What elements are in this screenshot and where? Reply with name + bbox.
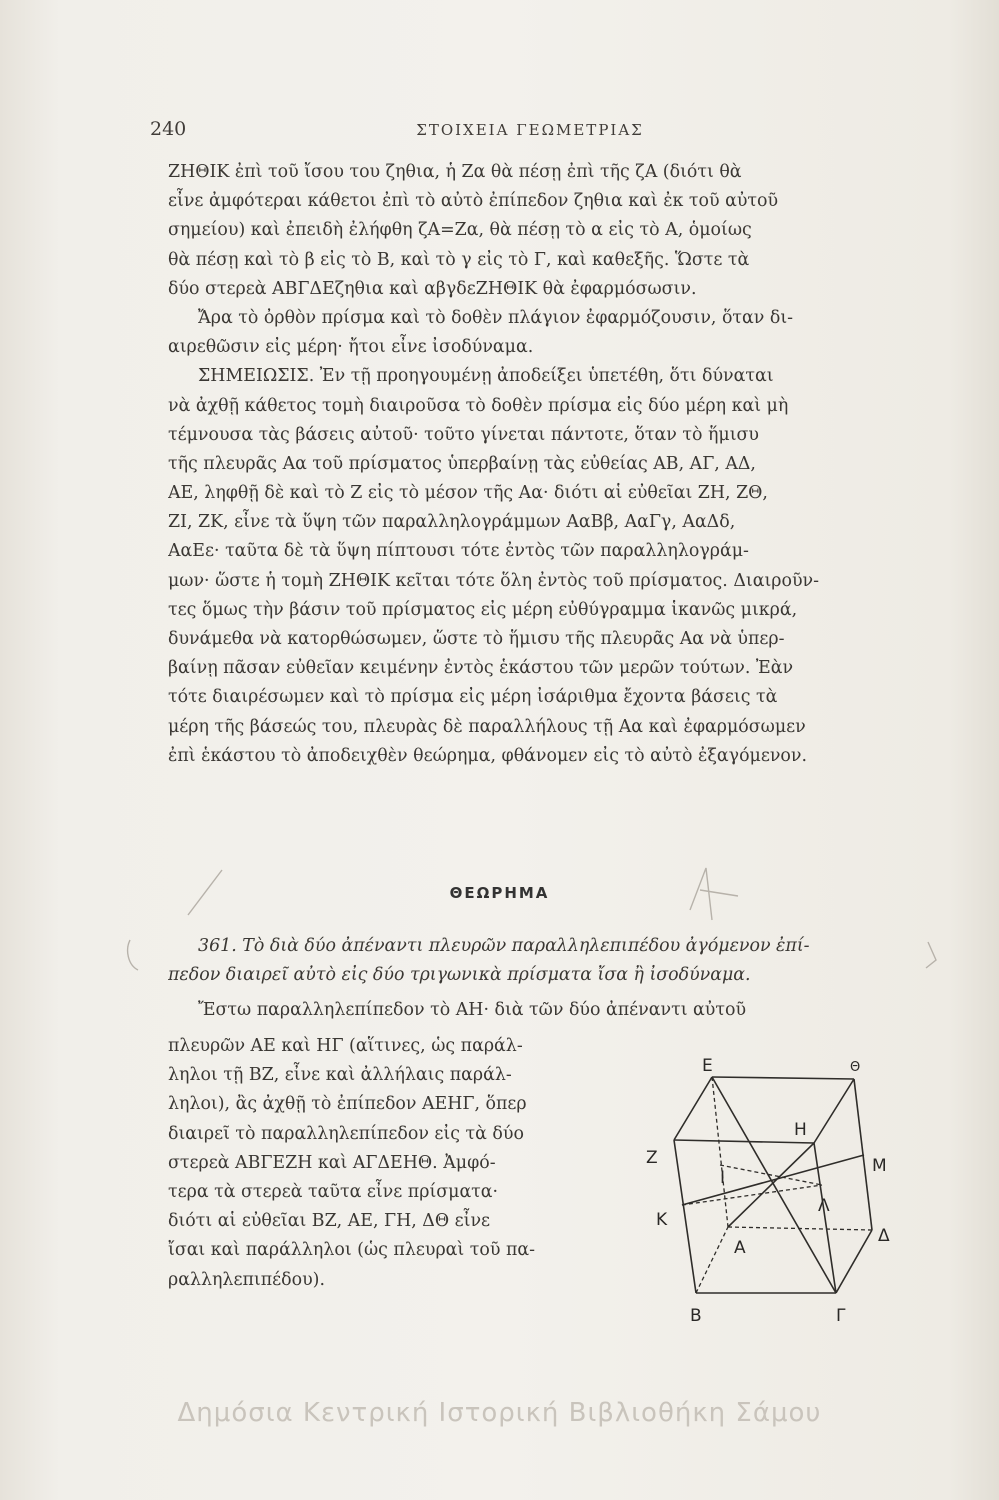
text-line: Ἄρα τὸ ὀρθὸν πρίσμα καὶ τὸ δοθὲν πλάγιον ἐφαρμόζουσιν, ὅταν δι- <box>198 307 794 328</box>
proof-line: στερεὰ ΑΒΓΕΖΗ καὶ ΑΓΔΕΗΘ. Ἀμφό- <box>168 1152 496 1173</box>
text-line: βαίνῃ πᾶσαν εὐθεῖαν κειμένην ἐντὸς ἑκάστου τῶν μερῶν τούτων. Ἐὰν <box>168 658 794 679</box>
text-line: δυνάμεθα νὰ κατορθώσωμεν, ὥστε τὸ ἥμισυ τῆς πλευρᾶς Αα νὰ ὑπερ- <box>168 629 785 649</box>
text-line: τες ὅμως τὴν βάσιν τοῦ πρίσματος εἰς μέρη εὐθύγραμμα ἱκανῶς μικρά, <box>168 599 798 620</box>
hidden-edge-BA <box>696 1227 728 1293</box>
proof-line: Ἔστω παραλληλεπίπεδον τὸ ΑΗ· διὰ τῶν δύο ἀπέναντι αὐτοῦ <box>198 1000 747 1020</box>
label-I: I <box>720 1168 726 1188</box>
pencil-stroke <box>926 942 936 968</box>
label-E: E <box>702 1056 713 1076</box>
theorem-line: πεδον διαιρεῖ αὐτὸ εἰς δύο τριγωνικὰ πρίσματα ἴσα ἢ ἰσοδύναμα. <box>168 965 751 986</box>
edge-ΘH <box>814 1079 854 1143</box>
text-line: νὰ ἀχθῇ κάθετος τομὴ διαιροῦσα τὸ δοθὲν πρίσμα εἰς δύο μέρη καὶ μὴ <box>168 395 789 416</box>
text-line: σημείου) καὶ ἐπειδὴ ἐλήφθη ζΑ=Ζα, θὰ πέσῃ τὸ α εἰς τὸ Α, ὁμοίως <box>168 220 752 241</box>
section-KM <box>682 1155 864 1205</box>
label-D: Δ <box>878 1226 890 1246</box>
theorem-heading: ΘΕΩΡΗΜΑ <box>449 884 550 902</box>
proof-line: ληλοι), ἂς ἀχθῇ τὸ ἐπίπεδον ΑΕΗΓ, ὅπερ <box>168 1094 527 1115</box>
label-K: K <box>656 1210 668 1230</box>
library-watermark: Δημόσια Κεντρική Ιστορική Βιβλιοθήκη Σάμου <box>177 1398 822 1428</box>
label-A: A <box>734 1238 746 1258</box>
edge-ZE <box>674 1077 712 1140</box>
text-line: εἶνε ἀμφότεραι κάθετοι ἐπὶ τὸ αὐτὸ ἐπίπεδον ζηθια καὶ ἐκ τοῦ αὐτοῦ <box>168 191 779 212</box>
running-title: ΣΤΟΙΧΕΙΑ ΓΕΩΜΕΤΡΙΑΣ <box>416 121 644 139</box>
hidden-edge-KΛ <box>682 1185 822 1205</box>
proof-line: διαιρεῖ τὸ παραλληλεπίπεδον εἰς τὰ δύο <box>168 1123 524 1144</box>
text-line: αιρεθῶσιν εἰς μέρη· ἤτοι εἶνε ἰσοδύναμα. <box>168 337 534 358</box>
proof-line: διότι αἱ εὐθεῖαι ΒΖ, ΑΕ, ΓΗ, ΔΘ εἶνε <box>168 1211 491 1232</box>
theorem-line: 361. Τὸ διὰ δύο ἀπέναντι πλευρῶν παραλληλεπιπέδου ἀγόμενον ἐπί- <box>198 936 810 956</box>
text-line: ΑΕ, ληφθῇ δὲ καὶ τὸ Ζ εἰς τὸ μέσον τῆς Αα· διότι αἱ εὐθεῖαι ΖΗ, ΖΘ, <box>168 483 768 504</box>
text-line: τότε διαιρέσωμεν καὶ τὸ πρίσμα εἰς μέρη ἰσάριθμα ἔχοντα βάσεις τὰ <box>168 687 778 708</box>
label-L: Λ <box>818 1196 830 1216</box>
proof-line: ἴσαι καὶ παράλληλοι (ὡς πλευραὶ τοῦ πα- <box>168 1240 536 1261</box>
text-line: τῆς πλευρᾶς Αα τοῦ πρίσματος ὑπερβαίνῃ τὰς εὐθείας ΑΒ, ΑΓ, ΑΔ, <box>168 453 756 474</box>
edge-EΘ <box>712 1077 854 1079</box>
edge-ΓΔ <box>836 1230 872 1293</box>
text-line: τέμνουσα τὰς βάσεις αὐτοῦ· τοῦτο γίνεται πάντοτε, ὅταν τὸ ἥμισυ <box>168 424 759 445</box>
theorem-statement <box>168 932 910 990</box>
edge-AH <box>728 1143 814 1227</box>
text-line: ΑαΕε· ταῦτα δὲ τὰ ὕψη πίπτουσι τότε ἐντὸς τῶν παραλληλογράμ- <box>168 541 749 562</box>
text-line: ΖΗΘΙΚ ἐπὶ τοῦ ἴσου του ζηθια, ἡ Ζα θὰ πέσῃ ἐπὶ τῆς ζΑ (διότι θὰ <box>168 162 742 182</box>
note-line: ΣΗΜΕΙΩΣΙΣ. Ἐν τῇ προηγουμένῃ ἀποδείξει ὑπετέθη, ὅτι δύναται <box>198 366 774 387</box>
label-theta: Θ <box>850 1060 861 1075</box>
text-line: θὰ πέσῃ καὶ τὸ β εἰς τὸ Β, καὶ τὸ γ εἰς τὸ Γ, καὶ καθεξῆς. Ὥστε τὰ <box>168 249 750 270</box>
label-M: M <box>872 1156 887 1176</box>
proof-line: ληλοι τῇ ΒΖ, εἶνε καὶ ἀλλήλαις παράλ- <box>168 1065 512 1086</box>
label-G: Γ <box>836 1306 846 1326</box>
proof-line: πλευρῶν ΑΕ καὶ ΗΓ (αἵτινες, ὡς παράλ- <box>168 1036 523 1056</box>
text-line: ΖΙ, ΖΚ, εἶνε τὰ ὕψη τῶν παραλληλογράμμων ΑαΒβ, ΑαΓγ, ΑαΔδ, <box>168 512 736 533</box>
page-number: 240 <box>150 118 187 140</box>
parallelepiped-figure <box>632 1055 912 1335</box>
proof-intro <box>168 996 910 1025</box>
text-line: δύο στερεὰ ΑΒΓΔΕζηθια καὶ αβγδεΖΗΘΙΚ θὰ ἐφαρμόσωσιν. <box>168 278 697 299</box>
edge-EΓ <box>712 1077 836 1293</box>
label-Z: Z <box>646 1148 658 1168</box>
page-header <box>150 118 910 148</box>
proof-text <box>168 1032 628 1295</box>
label-H: H <box>794 1120 807 1140</box>
text-line: μων· ὥστε ἡ τομὴ ΖΗΘΙΚ κεῖται τότε ὅλη ἐντὸς τοῦ πρίσματος. Διαιροῦν- <box>168 570 819 591</box>
edge-ZH <box>674 1140 814 1143</box>
edge-ZB <box>674 1140 696 1293</box>
pencil-stroke <box>128 940 138 970</box>
text-line: ἐπὶ ἑκάστου τὸ ἀποδειχθὲν θεώρημα, φθάνομεν εἰς τὸ αὐτὸ ἐξαγόμενον. <box>168 745 807 766</box>
label-B: B <box>690 1306 702 1326</box>
proof-line: ραλληλεπιπέδου). <box>168 1269 325 1290</box>
proof-line: τερα τὰ στερεὰ ταῦτα εἶνε πρίσματα· <box>168 1181 499 1202</box>
hidden-edge-IΛ <box>720 1165 822 1185</box>
body-text <box>168 158 910 771</box>
text-line: μέρη τῆς βάσεώς του, πλευρὰς δὲ παραλλήλους τῇ Αα καὶ ἐφαρμόσωμεν <box>168 716 806 737</box>
